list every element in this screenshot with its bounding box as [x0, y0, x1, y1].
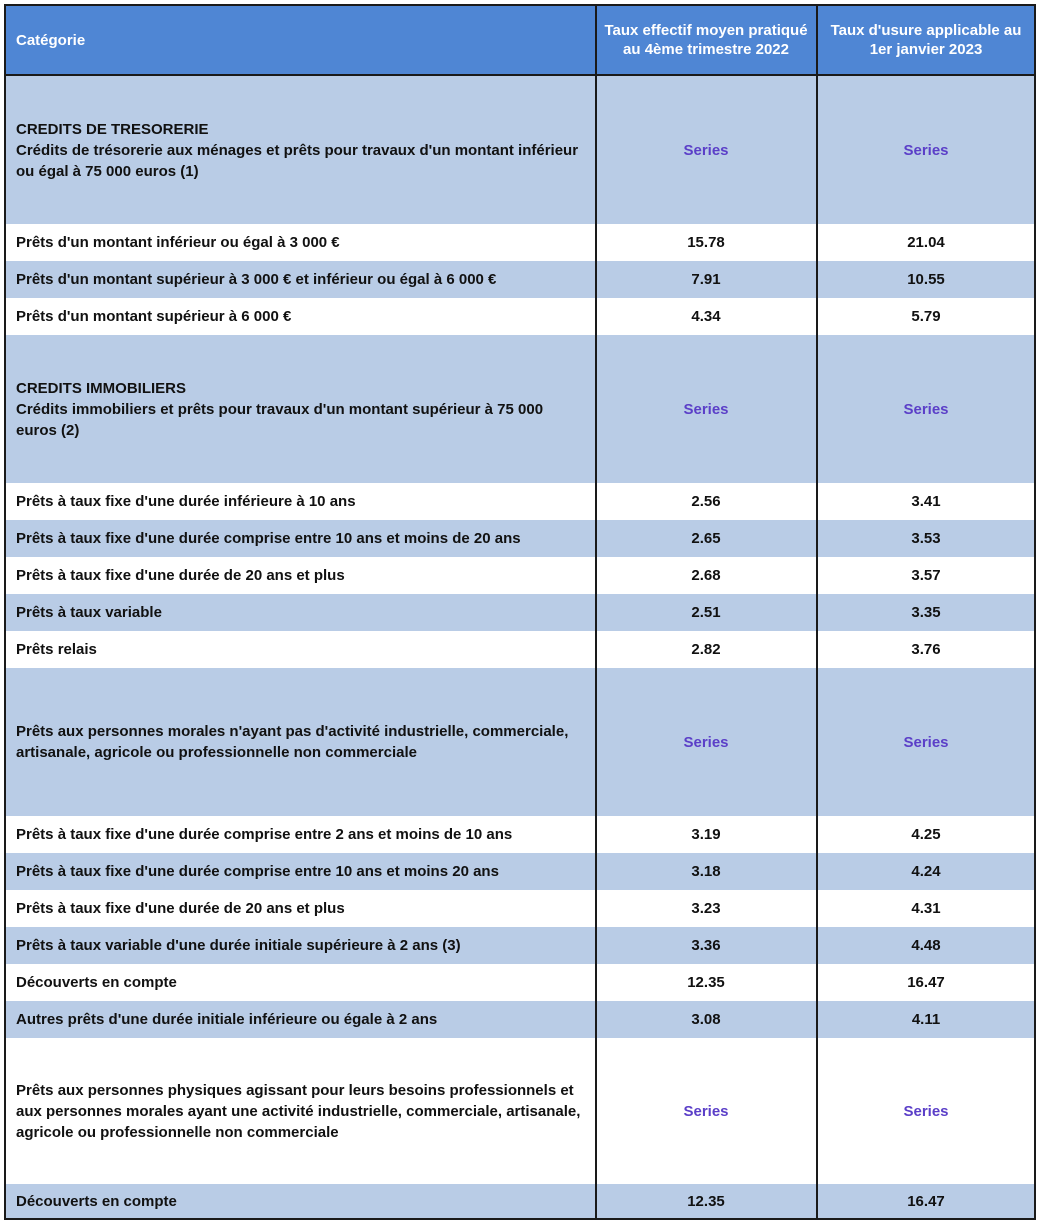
- rates-table: [4, 4, 1036, 1220]
- section-description: Crédits de trésorerie aux ménages et prêts pour travaux d'un montant inférieur ou égal à 75 000 euros (1): [16, 141, 579, 180]
- row-average-rate: 2.82: [691, 641, 721, 658]
- row-usury-rate: 16.47: [907, 974, 945, 991]
- section-text: [16, 721, 586, 763]
- row-label: Découverts en compte: [16, 974, 177, 991]
- row-usury-rate: 4.11: [911, 1011, 941, 1028]
- row-average-rate: 3.36: [691, 937, 721, 954]
- row-usury-rate: 10.55: [907, 271, 945, 288]
- row-label: Prêts à taux variable: [16, 604, 162, 621]
- row-label: Prêts à taux fixe d'une durée de 20 ans et plus: [16, 900, 345, 917]
- row-average-rate: 3.23: [691, 900, 721, 917]
- row-usury-rate: 4.24: [911, 863, 941, 880]
- row-label: Prêts à taux fixe d'une durée comprise entre 10 ans et moins de 20 ans: [16, 530, 521, 547]
- table-row: [6, 261, 1034, 298]
- row-usury-rate: 4.25: [911, 826, 941, 843]
- row-average-rate: 12.35: [687, 1192, 725, 1210]
- row-average-rate: 7.91: [691, 271, 721, 288]
- section-description: Crédits immobiliers et prêts pour travaux d'un montant supérieur à 75 000 euros (2): [16, 400, 544, 439]
- table-row: [6, 557, 1034, 594]
- section-title: CREDITS IMMOBILIERS: [16, 379, 187, 397]
- row-average-rate: 3.18: [691, 863, 721, 880]
- header-category: Catégorie: [16, 31, 86, 49]
- series-label: Series: [683, 400, 729, 418]
- header-usury-rate: Taux d'usure applicable au 1er janvier 2023: [830, 22, 1022, 58]
- row-label: Prêts relais: [16, 641, 97, 658]
- column-divider: [816, 6, 818, 1218]
- row-usury-rate: 5.79: [911, 308, 941, 325]
- table-row: [6, 816, 1034, 853]
- series-label: Series: [903, 1102, 949, 1120]
- table-row: [6, 853, 1034, 890]
- row-usury-rate: 4.31: [911, 900, 941, 917]
- table-row: [6, 964, 1034, 1001]
- row-usury-rate: 16.47: [907, 1192, 945, 1210]
- row-average-rate: 12.35: [687, 974, 725, 991]
- row-average-rate: 2.68: [691, 567, 721, 584]
- row-average-rate: 3.08: [691, 1011, 721, 1028]
- series-label: Series: [683, 733, 729, 751]
- row-label: Prêts d'un montant supérieur à 6 000 €: [16, 308, 292, 325]
- header-average-rate: Taux effectif moyen pratiqué au 4ème trimestre 2022: [604, 22, 808, 58]
- column-divider: [595, 6, 597, 1218]
- table-row: [6, 631, 1034, 668]
- row-average-rate: 4.34: [691, 308, 721, 325]
- table-row: [6, 483, 1034, 520]
- row-label: Prêts à taux variable d'une durée initiale supérieure à 2 ans (3): [16, 937, 461, 954]
- section-title: CREDITS DE TRESORERIE: [16, 120, 209, 138]
- section-text: [16, 1080, 586, 1143]
- series-label: Series: [903, 141, 949, 159]
- series-label: Series: [683, 1102, 729, 1120]
- section-header: [6, 1038, 1034, 1184]
- row-label: Prêts d'un montant inférieur ou égal à 3 000 €: [16, 234, 340, 251]
- table-row: [6, 594, 1034, 631]
- section-header: [6, 76, 1034, 224]
- table-row: [6, 298, 1034, 335]
- row-label: Prêts d'un montant supérieur à 3 000 € et inférieur ou égal à 6 000 €: [16, 271, 497, 288]
- row-average-rate: 15.78: [687, 234, 725, 251]
- row-label: Prêts à taux fixe d'une durée comprise entre 2 ans et moins de 10 ans: [16, 826, 513, 843]
- row-average-rate: 3.19: [691, 826, 721, 843]
- table-row: [6, 927, 1034, 964]
- section-header: [6, 335, 1034, 483]
- section-header: [6, 668, 1034, 816]
- section-description: Prêts aux personnes morales n'ayant pas d'activité industrielle, commerciale, artisanale, agricole ou professionnelle non commerciale: [16, 723, 569, 761]
- row-usury-rate: 21.04: [907, 234, 945, 251]
- section-description: Prêts aux personnes physiques agissant pour leurs besoins professionnels et aux personnes morales ayant une activité industrielle, commerciale, artisanale, agricole ou professionnelle non commerciale: [16, 1081, 581, 1141]
- row-label: Prêts à taux fixe d'une durée comprise entre 10 ans et moins 20 ans: [16, 863, 499, 880]
- row-label: Prêts à taux fixe d'une durée inférieure à 10 ans: [16, 493, 356, 510]
- row-average-rate: 2.51: [691, 604, 721, 621]
- table-row: [6, 520, 1034, 557]
- row-label: Découverts en compte: [16, 1192, 177, 1210]
- series-label: Series: [903, 400, 949, 418]
- row-usury-rate: 3.35: [911, 604, 941, 621]
- row-usury-rate: 3.57: [911, 567, 941, 584]
- series-label: Series: [903, 733, 949, 751]
- table-row: [6, 224, 1034, 261]
- row-usury-rate: 3.76: [911, 641, 941, 658]
- section-text: [16, 119, 586, 182]
- table-row: [6, 1184, 1034, 1218]
- row-usury-rate: 3.53: [911, 530, 941, 547]
- series-label: Series: [683, 141, 729, 159]
- table-row: [6, 1001, 1034, 1038]
- table-row: [6, 890, 1034, 927]
- row-average-rate: 2.56: [691, 493, 721, 510]
- section-text: [16, 378, 586, 441]
- row-average-rate: 2.65: [691, 530, 721, 547]
- table-header: [6, 6, 1034, 76]
- row-usury-rate: 4.48: [911, 937, 941, 954]
- row-label: Prêts à taux fixe d'une durée de 20 ans et plus: [16, 567, 345, 584]
- row-usury-rate: 3.41: [911, 493, 941, 510]
- row-label: Autres prêts d'une durée initiale inférieure ou égale à 2 ans: [16, 1011, 438, 1028]
